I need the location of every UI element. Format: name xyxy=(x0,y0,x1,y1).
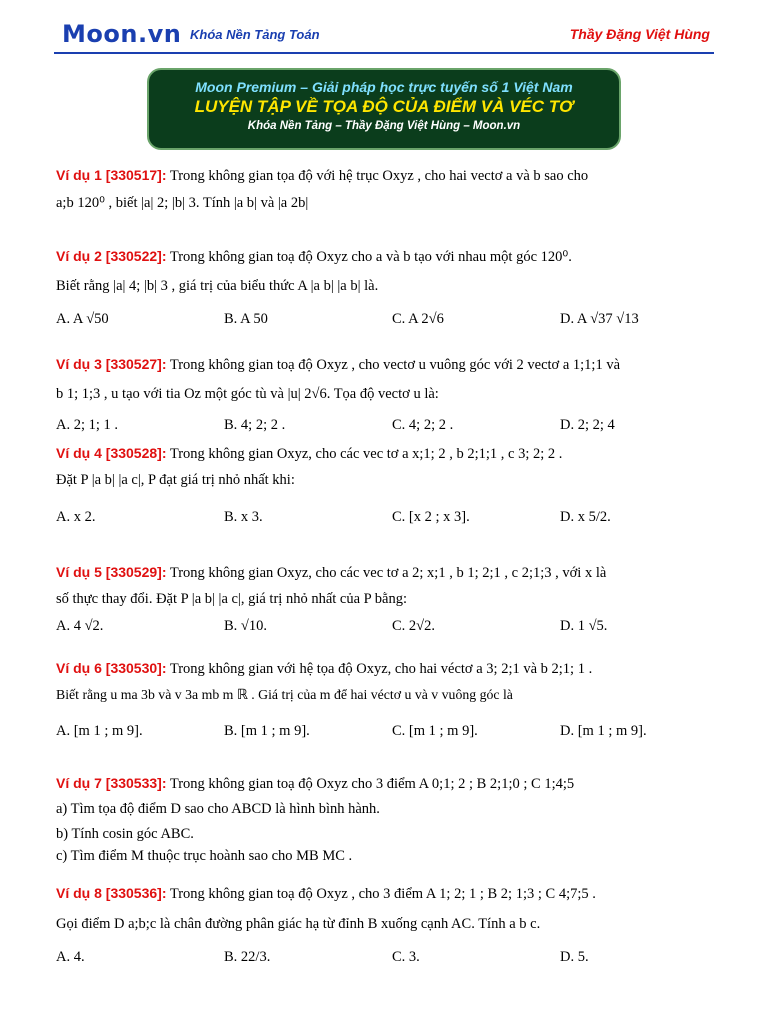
banner-credit: Khóa Nền Tảng – Thầy Đặng Việt Hùng – Moon.vn xyxy=(247,120,521,132)
problem-8-option-c[interactable]: C. 3. xyxy=(392,949,420,965)
problem-text: Trong không gian với hệ tọa độ Oxyz, cho hai véctơ a 3; 2;1 và b 2;1; 1 . xyxy=(166,661,593,677)
problem-3-statement xyxy=(56,355,620,374)
problem-4-option-c[interactable]: C. [x 2 ; x 3]. xyxy=(392,509,470,525)
problem-3-option-d[interactable]: D. 2; 2; 4 xyxy=(560,417,615,433)
problem-5-option-d[interactable]: D. 1 √5. xyxy=(560,618,608,634)
problem-4-line2: Đặt P |a b| |a c|, P đạt giá trị nhỏ nhất khi: xyxy=(56,472,295,488)
problem-text: Trong không gian tọa độ với hệ trục Oxyz , cho hai vectơ a và b sao cho xyxy=(166,168,589,184)
problem-5-option-a[interactable]: A. 4 √2. xyxy=(56,618,104,634)
course-name: Khóa Nền Tảng Toán xyxy=(190,27,320,42)
problem-6-option-c[interactable]: C. [m 1 ; m 9]. xyxy=(392,723,478,739)
problem-4-option-a[interactable]: A. x 2. xyxy=(56,509,96,525)
problem-6-statement xyxy=(56,659,592,678)
problem-7-statement xyxy=(56,774,574,793)
problem-6-option-d[interactable]: D. [m 1 ; m 9]. xyxy=(560,723,647,739)
problem-6-option-a[interactable]: A. [m 1 ; m 9]. xyxy=(56,723,143,739)
problem-text: Trong không gian Oxyz, cho các vec tơ a x;1; 2 , b 2;1;1 , c 3; 2; 2 . xyxy=(166,446,563,462)
moon-logo: Moon.vn xyxy=(62,20,182,48)
problem-5-statement xyxy=(56,563,606,582)
problem-text: Trong không gian toạ độ Oxyz , cho vectơ u vuông góc với 2 vectơ a 1;1;1 và xyxy=(166,357,621,373)
problem-7-part-b: b) Tính cosin góc ABC. xyxy=(56,826,194,842)
problem-8-line2: Gọi điểm D a;b;c là chân đường phân giác hạ từ đỉnh B xuống cạnh AC. Tính a b c. xyxy=(56,916,541,932)
problem-2-option-d[interactable]: D. A √37 √13 xyxy=(560,311,639,327)
page-title: LUYỆN TẬP VỀ TỌA ĐỘ CỦA ĐIỂM VÀ VÉC TƠ xyxy=(194,97,574,116)
problem-4-option-d[interactable]: D. x 5/2. xyxy=(560,509,611,525)
problem-label: Ví dụ 6 [330530]: xyxy=(56,660,167,676)
problem-2-option-c[interactable]: C. A 2√6 xyxy=(392,311,444,327)
problem-2-option-b[interactable]: B. A 50 xyxy=(224,311,268,327)
problem-4-option-b[interactable]: B. x 3. xyxy=(224,509,263,525)
problem-2-option-a[interactable]: A. A √50 xyxy=(56,311,109,327)
problem-text: Trong không gian Oxyz, cho các vec tơ a 2; x;1 , b 1; 2;1 , c 2;1;3 , với x là xyxy=(166,565,607,581)
header-divider xyxy=(54,52,714,54)
problem-label: Ví dụ 3 [330527]: xyxy=(56,356,167,372)
problem-7-part-c: c) Tìm điểm M thuộc trục hoành sao cho MB MC . xyxy=(56,848,353,864)
problem-7-part-a: a) Tìm tọa độ điểm D sao cho ABCD là hình bình hành. xyxy=(56,801,380,817)
problem-2-statement xyxy=(56,247,572,266)
problem-text: Trong không gian toạ độ Oxyz cho a và b tạo với nhau một góc 120⁰. xyxy=(166,249,572,265)
problem-8-option-d[interactable]: D. 5. xyxy=(560,949,589,965)
banner-tagline: Moon Premium – Giải pháp học trực tuyến số 1 Việt Nam xyxy=(195,79,573,95)
problem-3-option-c[interactable]: C. 4; 2; 2 . xyxy=(392,417,454,433)
problem-4-statement xyxy=(56,444,562,463)
problem-3-line2: b 1; 1;3 , u tạo với tia Oz một góc tù và |u| 2√6. Tọa độ vectơ u là: xyxy=(56,386,439,402)
problem-5-line2: số thực thay đổi. Đặt P |a b| |a c|, giá trị nhỏ nhất của P bằng: xyxy=(56,591,408,607)
problem-6-option-b[interactable]: B. [m 1 ; m 9]. xyxy=(224,723,310,739)
problem-6-line2: Biết rằng u ma 3b và v 3a mb m ℝ . Giá trị của m để hai véctơ u và v vuông góc là xyxy=(56,687,513,702)
problem-label: Ví dụ 5 [330529]: xyxy=(56,564,167,580)
problem-label: Ví dụ 1 [330517]: xyxy=(56,167,167,183)
problem-text: Trong không gian toạ độ Oxyz cho 3 điểm A 0;1; 2 ; B 2;1;0 ; C 1;4;5 xyxy=(166,776,575,792)
problem-2-line2: Biết rằng |a| 4; |b| 3 , giá trị của biểu thức A |a b| |a b| là. xyxy=(56,278,379,294)
problem-3-option-b[interactable]: B. 4; 2; 2 . xyxy=(224,417,286,433)
page-header xyxy=(0,0,768,62)
problem-text: Trong không gian toạ độ Oxyz , cho 3 điểm A 1; 2; 1 ; B 2; 1;3 ; C 4;7;5 . xyxy=(166,886,596,902)
problem-5-option-b[interactable]: B. √10. xyxy=(224,618,268,634)
problem-8-statement xyxy=(56,884,596,903)
problem-8-option-b[interactable]: B. 22/3. xyxy=(224,949,271,965)
problem-label: Ví dụ 7 [330533]: xyxy=(56,775,167,791)
title-banner xyxy=(147,68,621,150)
problem-8-option-a[interactable]: A. 4. xyxy=(56,949,85,965)
problem-1-line2: a;b 120⁰ , biết |a| 2; |b| 3. Tính |a b| và |a 2b| xyxy=(56,195,309,211)
problem-3-option-a[interactable]: A. 2; 1; 1 . xyxy=(56,417,119,433)
problem-label: Ví dụ 8 [330536]: xyxy=(56,885,167,901)
problem-label: Ví dụ 2 [330522]: xyxy=(56,248,167,264)
problem-label: Ví dụ 4 [330528]: xyxy=(56,445,167,461)
problem-5-option-c[interactable]: C. 2√2. xyxy=(392,618,436,634)
problem-1-statement xyxy=(56,166,588,185)
teacher-name: Thầy Đặng Việt Hùng xyxy=(569,26,710,42)
